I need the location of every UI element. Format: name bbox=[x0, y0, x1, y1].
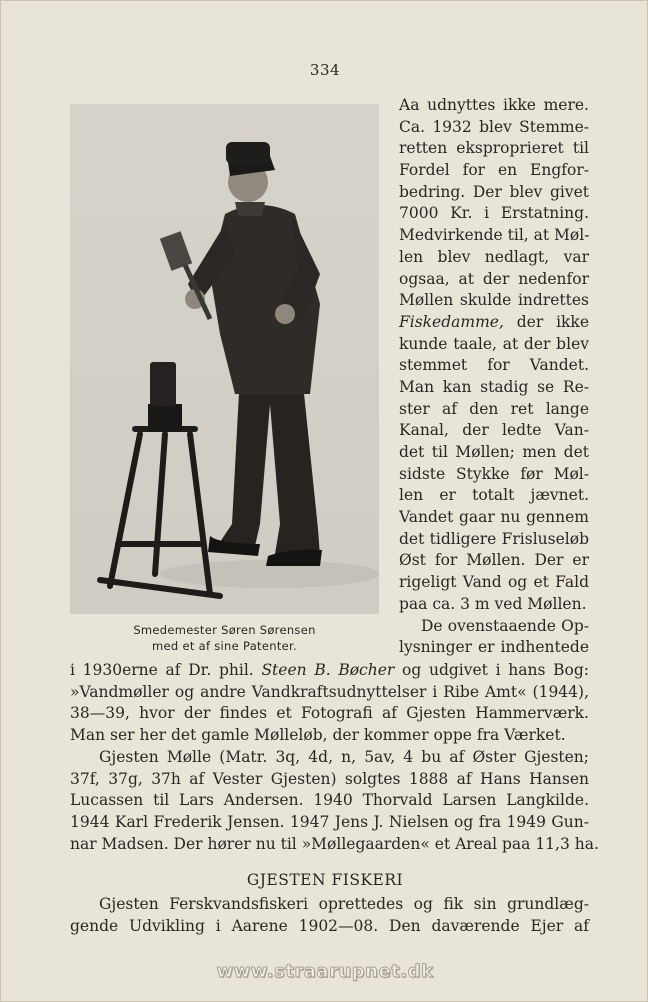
text-line: »Vandmøller og andre Vandkraftsudnyttelser i Ribe Amt« (1944), bbox=[70, 682, 589, 701]
text-line: lysninger er indhentede bbox=[399, 638, 589, 657]
text-line: Øst for Møllen. Der er bbox=[399, 551, 589, 570]
text-line: bedring. Der blev givet bbox=[399, 182, 589, 201]
text-line: Vandet gaar nu gennem bbox=[399, 508, 589, 527]
text-line: Møllen skulde indrettes bbox=[399, 291, 589, 310]
text-line: stemmet for Vandet. bbox=[399, 356, 589, 375]
text-line: De ovenstaaende Op- bbox=[421, 616, 589, 635]
text-line: ogsaa, at der nedenfor bbox=[399, 269, 589, 288]
text-line: det til Møllen; men det bbox=[399, 443, 589, 461]
text-line: paa ca. 3 m ved Møllen. bbox=[399, 594, 587, 613]
text-line: 1944 Karl Frederik Jensen. 1947 Jens J. Nielsen og fra 1949 Gun- bbox=[70, 813, 589, 832]
text-line: Fordel for en Engfor- bbox=[399, 161, 589, 180]
text-line-italic bbox=[399, 312, 589, 334]
text-line: 38—39, hvor der findes et Fotografi af Gjesten Hammerværk. bbox=[70, 704, 589, 723]
section-heading: GJESTEN FISKERI bbox=[246, 871, 404, 889]
text-line: len blev nedlagt, var bbox=[399, 247, 589, 266]
right-text-column bbox=[399, 95, 589, 659]
text-line: Man kan stadig se Re- bbox=[399, 377, 589, 396]
paragraph-2 bbox=[70, 747, 599, 855]
text-line: Aa udnyttes ikke mere. bbox=[399, 96, 589, 114]
text-line: 37f, 37g, 37h af Vester Gjesten) solgtes 1888 af Hans Hansen bbox=[70, 769, 589, 788]
text-line: Gjesten Ferskvandsfiskeri oprettedes og fik sin grundlæg- bbox=[99, 895, 589, 913]
text-line: Lucassen til Lars Andersen. 1940 Thorvald Larsen Langkilde. bbox=[70, 791, 589, 810]
text-line: Kanal, der ledte Van- bbox=[399, 421, 589, 440]
text-line: retten eksproprieret til bbox=[399, 139, 589, 158]
text-line: Man ser her det gamle Mølleløb, der kommer oppe fra Værket. bbox=[70, 726, 566, 745]
text-line: ster af den ret lange bbox=[399, 399, 589, 418]
text-line: kunde taale, at der blev bbox=[399, 334, 589, 353]
page-number: 334 bbox=[309, 61, 341, 79]
text-fragment: der ikke bbox=[503, 312, 589, 331]
text-line: Gjesten Mølle (Matr. 3q, 4d, n, 5av, 4 bu af Øster Gjesten; bbox=[99, 748, 589, 766]
text-line: Medvirkende til, at Møl- bbox=[399, 226, 590, 245]
text-line: Ca. 1932 blev Stemme- bbox=[399, 117, 589, 136]
paragraph-3 bbox=[70, 894, 589, 937]
paragraph-1-continued bbox=[70, 660, 589, 747]
photo-caption bbox=[70, 622, 379, 654]
text-line: sidste Stykke før Møl- bbox=[399, 464, 589, 483]
caption-line: med et af sine Patenter. bbox=[152, 639, 297, 653]
text-line: gende Udvikling i Aarene 1902—08. Den daværende Ejer af bbox=[70, 916, 589, 935]
watermark: www.straarupnet.dk bbox=[216, 961, 434, 982]
text-line: rigeligt Vand og et Fald bbox=[399, 573, 589, 592]
caption-line: Smedemester Søren Sørensen bbox=[133, 623, 316, 637]
text-fragment: og udgivet i hans Bog: bbox=[394, 661, 589, 679]
text-fragment: i 1930erne af Dr. phil. bbox=[70, 661, 262, 679]
text-line: 7000 Kr. i Erstatning. bbox=[399, 204, 589, 223]
text-line: len er totalt jævnet. bbox=[399, 486, 589, 505]
italic-term: Fiskedamme, bbox=[399, 312, 504, 331]
blacksmith-photo bbox=[70, 104, 379, 614]
text-line: det tidligere Frisluseløb bbox=[399, 529, 589, 548]
text-line bbox=[70, 660, 589, 682]
italic-name: Steen B. Bøcher bbox=[261, 661, 395, 679]
text-line: nar Madsen. Der hører nu til »Møllegaarden« et Areal paa 11,3 ha. bbox=[70, 834, 599, 853]
